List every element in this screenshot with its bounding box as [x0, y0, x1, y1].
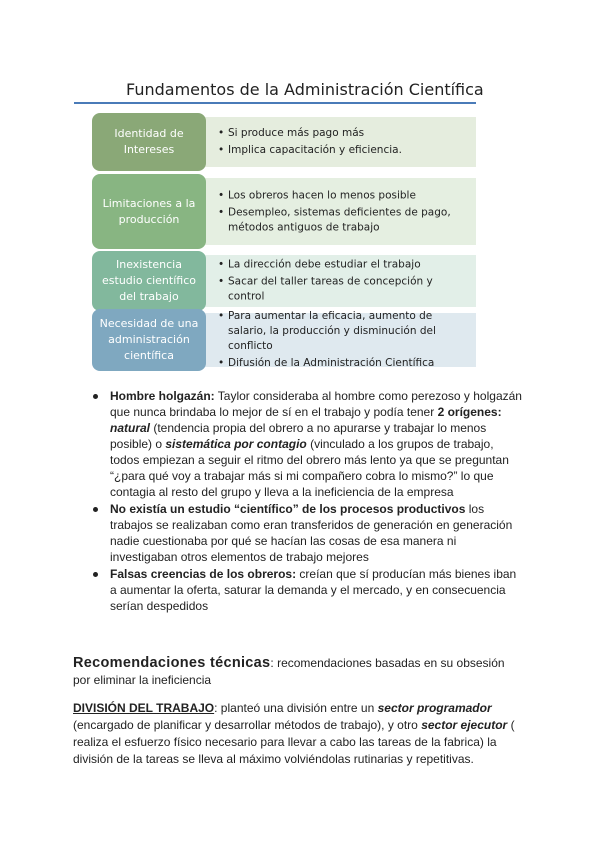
- item-label: No existía un estudio “científico” de los procesos productivos: [110, 502, 466, 516]
- item-bold-italic: natural: [110, 421, 151, 435]
- diagram-bullet: • Para aumentar la eficacia, aumento de salario, la producción y disminución del conflicto: [218, 309, 470, 354]
- list-item-falsas-creencias: [93, 566, 523, 614]
- diagram-box: Limitaciones a la producción: [92, 174, 206, 249]
- diagram-box: Identidad de Intereses: [92, 113, 206, 171]
- diagram-bullet: • Los obreros hacen lo menos posible: [218, 188, 470, 203]
- item-bold: 2 orígenes:: [437, 405, 502, 419]
- diagram-row-limitaciones: [90, 174, 476, 249]
- diagram-box: Necesidad de una administración científica: [92, 309, 206, 371]
- para-bold-italic: sector ejecutor: [421, 718, 508, 732]
- diagram-bullets: [218, 307, 470, 373]
- item-bold-italic: sistemática por contagio: [165, 437, 307, 451]
- diagram-row-inexistencia: [90, 251, 476, 311]
- title-underline: [74, 102, 476, 104]
- item-text: (tendencia propia del obrero a no apurarse y trabajar lo menos posible) o: [110, 421, 487, 451]
- para-text: : planteó una división entre un: [214, 701, 378, 715]
- diagram-row-necesidad: [90, 309, 476, 371]
- diagram-bullet: • Desempleo, sistemas deficientes de pago, métodos antiguos de trabajo: [218, 205, 470, 235]
- item-text: creían que sí producían más bienes iban a aumentar la oferta, saturar la demanda y el mercado, y en consecuencia serían despedidos: [110, 567, 517, 613]
- para-text: (encargado de planificar y desarrollar métodos de trabajo), y otro: [73, 718, 422, 732]
- diagram-bullet: • Implica capacitación y eficiencia.: [218, 143, 470, 158]
- division-label: DIVISIÓN DEL TRABAJO: [73, 701, 215, 715]
- diagram-bullet: • Si produce más pago más: [218, 126, 470, 141]
- section-heading: Recomendaciones técnicas: [73, 655, 271, 671]
- item-text: los trabajos se realizaban como eran transferidos de generación en generación nadie cuestionaba por qué se hacían las cosas de esa manera ni investigaban otros elementos de trabajo mejores: [110, 502, 513, 564]
- diagram-bullet: • Sacar del taller tareas de concepción y control: [218, 275, 470, 305]
- diagram-bullet: • Difusión de la Administración Científica: [218, 356, 470, 371]
- list-item-hombre-holgazan: [93, 388, 523, 500]
- para-text: ( realiza el esfuerzo físico necesario para llevar a cabo las tareas de la fabrica) la división de la tareas se lleva al máximo volviéndolas rutinarias y repetitivas.: [73, 718, 515, 766]
- diagram-bullets: [218, 256, 470, 307]
- diagram-bullets: [218, 124, 470, 160]
- page-title: Fundamentos de la Administración Científica: [126, 80, 484, 99]
- item-label: Hombre holgazán:: [110, 389, 215, 403]
- diagram-bullet: • La dirección debe estudiar el trabajo: [218, 258, 470, 273]
- list-item-estudio-cientifico: [93, 501, 523, 565]
- diagram-row-identidad: [90, 113, 476, 171]
- diagram-box: Inexistencia estudio científico del trabajo: [92, 251, 206, 311]
- item-text: Taylor consideraba al hombre como perezoso y holgazán que nunca brindaba lo mejor de sí en el trabajo y podía tener: [110, 389, 522, 419]
- item-label: Falsas creencias de los obreros:: [110, 567, 297, 581]
- section-recomendaciones: [73, 655, 523, 689]
- diagram-bullets: [218, 186, 470, 237]
- para-bold-italic: sector programador: [377, 701, 492, 715]
- section-text: : recomendaciones basadas en su obsesión por eliminar la ineficiencia: [73, 656, 505, 687]
- item-text: (vinculado a los grupos de trabajo, todos empiezan a seguir el ritmo del obrero más lento ya que se preguntan “¿para qué voy a trabajar más si mi compañero cobra lo mismo?” lo que contagia al resto del grupo y lleva a la ineficiencia de la empresa: [110, 437, 509, 499]
- bullet-list: [93, 388, 523, 615]
- paragraph-division-trabajo: [73, 700, 528, 768]
